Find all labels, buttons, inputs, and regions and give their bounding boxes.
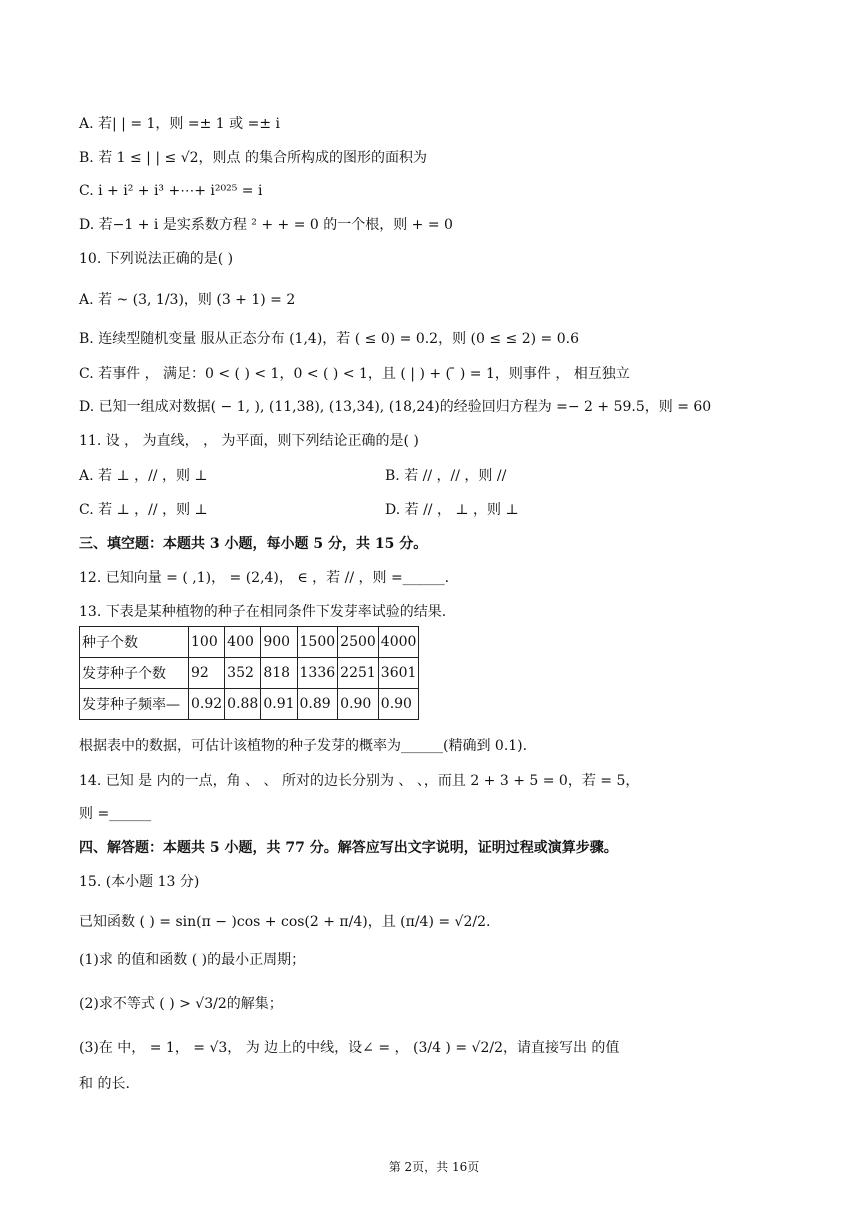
q15-part-2: (2)求不等式 ( ) > √3/2的解集；	[79, 996, 283, 1012]
q9-option-c: C. i + i² + i³ +⋯+ i²⁰²⁵ = i	[79, 183, 263, 199]
table-cell: 100	[189, 627, 225, 658]
table-cell: 0.90	[378, 689, 419, 720]
q14-stem-line2: 则 =______	[79, 806, 152, 822]
q10-stem: 10. 下列说法正确的是( )	[79, 251, 234, 267]
q11-option-b: B. 若 // ，// ，则 //	[385, 468, 507, 484]
table-row	[80, 627, 419, 658]
q14-stem-line1: 14. 已知 是 内的一点，角 、 、 所对的边长分别为 、 、，而且 2 + 3 + 5 = 0，若 = 5，	[79, 773, 640, 789]
q11-stem: 11. 设 ， 为直线， ， 为平面，则下列结论正确的是( )	[79, 433, 419, 449]
q15-part-1: (1)求 的值和函数 ( )的最小正周期；	[79, 952, 306, 968]
q12-stem: 12. 已知向量 = ( ,1)， = (2,4)， ∈ ，若 // ，则 =______.	[79, 570, 450, 586]
q15-stem: 已知函数 ( ) = sin(π − )cos + cos(2 + π/4)，且 (π/4) = √2/2.	[79, 914, 491, 930]
section-4-heading: 四、解答题：本题共 5 小题，共 77 分。解答应写出文字说明，证明过程或演算步骤。	[79, 840, 618, 856]
q13-followup: 根据表中的数据，可估计该植物的种子发芽的概率为______(精确到 0.1).	[79, 738, 528, 754]
table-cell: 0.91	[261, 689, 297, 720]
table-cell: 发芽种子个数	[80, 658, 189, 689]
q10-option-d: D. 已知一组成对数据( − 1, ), (11,38), (13,34), (18,24)的经验回归方程为 =− 2 + 59.5，则 = 60	[79, 399, 712, 415]
table-cell: 1336	[297, 658, 338, 689]
q10-option-a: A. 若 ~ (3, 1/3)，则 (3 + 1) = 2	[79, 292, 296, 308]
q11-option-a: A. 若 ⊥ ，// ，则 ⊥	[79, 468, 208, 484]
q15-part-3-line1: (3)在 中， = 1， = √3， 为 边上的中线，设∠ = ， (3/4 ) = √2/2，请直接写出 的值	[79, 1040, 620, 1056]
table-cell: 发芽种子频率—	[80, 689, 189, 720]
q15-part-3-line2: 和 的长.	[79, 1076, 130, 1092]
table-cell: 4000	[378, 627, 419, 658]
page-footer: 第 2页，共 16页	[388, 1160, 480, 1174]
table-cell: 400	[225, 627, 261, 658]
q15-heading: 15. (本小题 13 分)	[79, 874, 200, 890]
table-cell: 0.92	[189, 689, 225, 720]
q9-option-a: A. 若| | = 1，则 =± 1 或 =± i	[79, 116, 280, 132]
table-cell: 352	[225, 658, 261, 689]
table-cell: 92	[189, 658, 225, 689]
table-cell: 0.90	[338, 689, 379, 720]
table-cell: 2500	[338, 627, 379, 658]
table-cell: 种子个数	[80, 627, 189, 658]
section-3-heading: 三、填空题：本题共 3 小题，每小题 5 分，共 15 分。	[79, 536, 428, 552]
table-cell: 2251	[338, 658, 379, 689]
q11-option-d: D. 若 // ， ⊥ ，则 ⊥	[385, 502, 519, 518]
table-cell: 0.89	[297, 689, 338, 720]
table-row	[80, 658, 419, 689]
table-cell: 3601	[378, 658, 419, 689]
table-row	[80, 689, 419, 720]
q11-option-c: C. 若 ⊥ ，// ，则 ⊥	[79, 502, 208, 518]
germination-table	[79, 626, 419, 720]
table-cell: 900	[261, 627, 297, 658]
table-cell: 818	[261, 658, 297, 689]
table-cell: 0.88	[225, 689, 261, 720]
q13-stem: 13. 下表是某种植物的种子在相同条件下发芽率试验的结果.	[79, 604, 447, 620]
table-cell: 1500	[297, 627, 338, 658]
q9-option-d: D. 若−1 + i 是实系数方程 ² + + = 0 的一个根，则 + = 0	[79, 217, 453, 233]
q9-option-b: B. 若 1 ≤ | | ≤ √2，则点 的集合所构成的图形的面积为	[79, 150, 427, 166]
q10-option-b: B. 连续型随机变量 服从正态分布 (1,4)，若 ( ≤ 0) = 0.2，则 (0 ≤ ≤ 2) = 0.6	[79, 331, 579, 347]
q10-option-c: C. 若事件 ， 满足：0 < ( ) < 1，0 < ( ) < 1，且 ( | ) + ( ̄ ) = 1，则事件 ， 相互独立	[79, 366, 630, 382]
